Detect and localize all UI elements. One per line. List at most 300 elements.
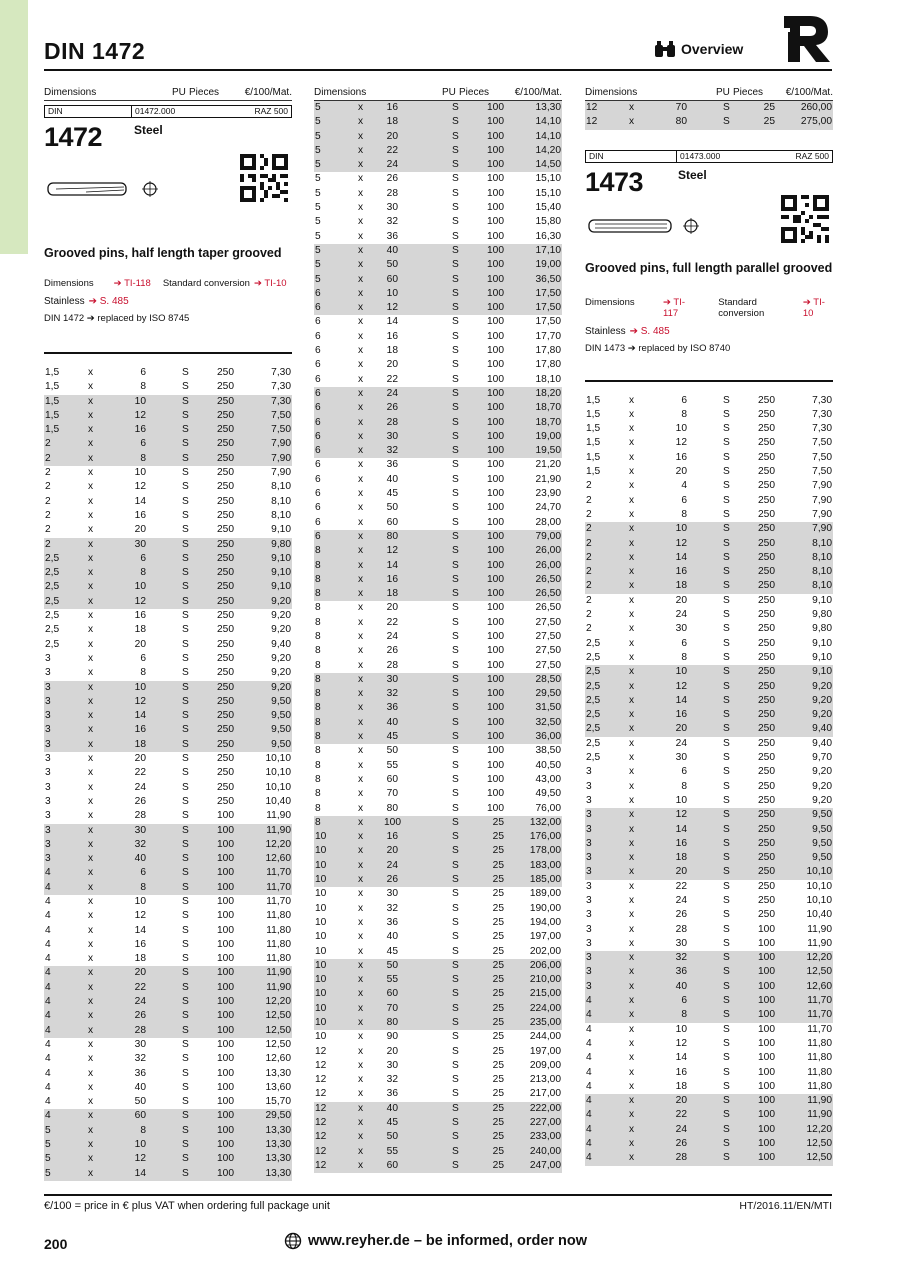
cell-price: 9,40 [812,737,832,749]
cell-times-sign: x [88,753,94,765]
cell-pieces: 250 [758,909,775,921]
header-dimensions: Dimensions [44,87,97,98]
cell-price: 9,10 [271,567,291,579]
cell-pieces: 25 [492,931,504,943]
cell-pu-code: S [452,831,459,843]
cell-pieces: 100 [758,1080,775,1092]
table-row [44,609,292,623]
table-row [314,201,562,215]
cell-times-sign: x [358,488,364,500]
cell-length: 14 [675,694,687,706]
table-row [585,880,833,894]
cell-pu-code: S [182,1110,189,1122]
cell-pieces: 25 [763,102,775,113]
table-row [314,458,562,472]
cell-pieces: 100 [487,502,504,514]
cell-dia: 10 [315,974,327,986]
cell-dia: 6 [315,530,321,542]
cell-pieces: 250 [217,567,234,579]
cell-price: 9,50 [812,809,832,821]
cell-dia: 3 [45,724,51,736]
cell-dia: 4 [586,1023,592,1035]
table-row [44,437,292,451]
dimensions-label: Dimensions [585,296,635,308]
table-row [585,465,833,479]
cell-pu-code: S [182,1153,189,1165]
cell-times-sign: x [358,659,364,671]
cell-pieces: 100 [487,459,504,471]
table-row [585,494,833,508]
cell-pieces: 100 [758,923,775,935]
cell-price: 197,00 [529,1045,561,1057]
cell-price: 12,60 [265,1053,291,1065]
cell-dia: 1,5 [45,367,60,378]
table-row [44,509,292,523]
cell-times-sign: x [88,467,94,479]
cell-length: 36 [675,966,687,978]
cell-dia: 12 [586,116,598,128]
price-table-1472 [44,366,292,1181]
cell-length: 40 [386,931,398,943]
cell-length: 12 [675,1037,687,1049]
cell-pieces: 100 [758,952,775,964]
stainless-link[interactable]: ➔ S. 485 [88,296,129,307]
cell-dia: 4 [45,924,51,936]
cell-length: 60 [386,516,398,528]
cell-times-sign: x [358,745,364,757]
cell-dia: 10 [315,859,327,871]
cell-price: 7,90 [812,523,832,535]
cell-pu-code: S [452,173,459,185]
cell-dia: 3 [45,838,51,850]
stainless-link[interactable]: ➔ S. 485 [629,325,670,337]
cell-length: 10 [134,895,146,907]
cell-times-sign: x [358,373,364,385]
table-row [44,666,292,680]
cell-pu-code: S [452,202,459,214]
cell-pieces: 250 [217,552,234,564]
cell-pieces: 25 [492,988,504,1000]
cell-length: 22 [134,981,146,993]
header-price: €/100/Mat. [785,87,833,98]
table-row [314,301,562,315]
cell-price: 9,20 [812,766,832,778]
table-row [314,844,562,858]
cell-pu-code: S [452,1059,459,1071]
cell-pieces: 25 [492,888,504,900]
cell-pu-code: S [182,509,189,521]
cell-price: 10,10 [265,767,291,779]
cell-times-sign: x [358,1088,364,1100]
cell-pu-code: S [452,1131,459,1143]
cell-length: 10 [134,467,146,479]
table-row [44,452,292,466]
cell-pieces: 100 [487,716,504,728]
cell-dia: 8 [315,773,321,785]
cell-dia: 4 [586,1066,592,1078]
cell-times-sign: x [358,173,364,185]
cell-dia: 12 [315,1131,327,1143]
cell-length: 18 [675,852,687,864]
cell-pu-code: S [723,752,730,764]
cell-times-sign: x [358,888,364,900]
cell-pu-code: S [723,937,730,949]
table-row [585,908,833,922]
cell-length: 24 [386,159,398,171]
table-row [585,408,833,422]
table-row [314,1002,562,1016]
cell-dia: 4 [586,1037,592,1049]
table-row [44,795,292,809]
cell-dia: 5 [315,130,321,142]
header-price: €/100/Mat. [514,87,562,98]
cell-price: 9,50 [812,823,832,835]
table-row [44,595,292,609]
price-footnote: €/100 = price in € plus VAT when ordering full package unit [44,1200,330,1212]
cell-length: 45 [386,488,398,500]
cell-times-sign: x [88,695,94,707]
table-row [585,1051,833,1065]
cell-pieces: 250 [217,524,234,536]
cell-dia: 5 [315,102,321,113]
cell-dia: 1,5 [586,423,601,435]
cell-pu-code: S [182,1010,189,1022]
cell-dia: 2 [45,524,51,536]
cell-dia: 3 [45,695,51,707]
cell-length: 14 [675,823,687,835]
cell-pu-code: S [723,609,730,621]
cell-pu-code: S [723,794,730,806]
cell-dia: 2,5 [586,651,601,663]
cell-pieces: 100 [217,981,234,993]
cell-length: 18 [386,116,398,128]
cell-price: 36,50 [535,273,561,285]
cell-pieces: 250 [217,581,234,593]
cell-dia: 10 [315,1017,327,1028]
cell-price: 9,10 [271,524,291,536]
cell-pu-code: S [452,630,459,642]
cell-price: 7,30 [271,381,291,393]
cell-pieces: 100 [487,602,504,614]
cell-pieces: 250 [217,610,234,622]
cell-price: 17,10 [535,244,561,256]
cell-times-sign: x [629,894,635,906]
cell-pu-code: S [182,695,189,707]
cell-dia: 3 [45,781,51,793]
cell-pu-code: S [182,1053,189,1065]
cell-pieces: 100 [487,102,504,113]
cell-pu-code: S [182,567,189,579]
cell-length: 12 [134,695,146,707]
table-row [585,1151,833,1165]
cell-dia: 6 [315,430,321,442]
column-header [585,85,833,101]
cell-pu-code: S [452,1102,459,1114]
table-row [585,665,833,679]
cell-dia: 4 [586,1109,592,1121]
cell-length: 20 [675,723,687,735]
table-row [314,773,562,787]
cell-length: 70 [386,1002,398,1014]
table-row [585,894,833,908]
cell-pu-code: S [452,1002,459,1014]
cell-length: 90 [386,1031,398,1043]
cell-times-sign: x [629,1123,635,1135]
cell-length: 8 [681,1009,687,1021]
cell-length: 60 [386,1159,398,1171]
cell-pieces: 250 [758,580,775,592]
cell-length: 4 [681,480,687,492]
overview-link[interactable] [654,40,743,58]
cell-times-sign: x [358,874,364,886]
cell-length: 28 [386,416,398,428]
standard-conversion-label: Standard conversion [162,278,250,289]
standard-conversion-link[interactable]: ➔ TI-10 [802,296,825,319]
cell-pieces: 250 [217,738,234,750]
table-row [314,673,562,687]
cell-dia: 12 [315,1117,327,1129]
dimensions-link[interactable]: ➔ TI-117 [662,296,686,319]
cell-length: 36 [134,1067,146,1079]
cell-price: 29,50 [265,1110,291,1122]
cell-pieces: 250 [758,523,775,535]
cell-pieces: 100 [758,1037,775,1049]
cell-price: 13,30 [265,1139,291,1151]
cell-times-sign: x [629,666,635,678]
cell-pieces: 100 [758,1152,775,1164]
cell-pieces: 100 [217,924,234,936]
cell-price: 206,00 [529,959,561,971]
cell-length: 20 [386,602,398,614]
cell-length: 16 [675,709,687,721]
cell-dia: 12 [315,1088,327,1100]
cell-pu-code: S [723,1023,730,1035]
cell-dia: 2,5 [586,709,601,721]
cell-price: 9,20 [271,667,291,679]
cell-pu-code: S [723,466,730,478]
cell-pu-code: S [182,724,189,736]
table-row [314,416,562,430]
cell-length: 28 [386,659,398,671]
cell-pu-code: S [723,537,730,549]
cell-dia: 3 [586,866,592,878]
cell-pu-code: S [723,1066,730,1078]
cell-length: 22 [134,767,146,779]
table-row [314,902,562,916]
cell-pieces: 250 [758,623,775,635]
cell-pu-code: S [723,623,730,635]
cell-times-sign: x [358,330,364,342]
table-row [314,1130,562,1144]
cell-price: 28,50 [535,673,561,685]
table-row [44,1095,292,1109]
cell-pieces: 100 [487,345,504,357]
website-link[interactable] [284,1232,587,1250]
cell-pieces: 100 [487,116,504,128]
cell-pieces: 100 [217,824,234,836]
cell-dia: 10 [315,931,327,943]
cell-dia: 6 [315,473,321,485]
cell-length: 14 [134,1167,146,1179]
cell-pieces: 250 [758,408,775,420]
cell-pu-code: S [452,1074,459,1086]
cell-pieces: 100 [487,645,504,657]
cell-pieces: 25 [492,845,504,857]
cell-pu-code: S [452,1017,459,1028]
dimensions-link[interactable]: ➔ TI-118 [113,278,151,289]
cell-price: 12,50 [806,1152,832,1164]
cell-price: 9,20 [812,680,832,692]
cell-pieces: 100 [217,1167,234,1179]
cell-length: 30 [675,752,687,764]
cell-pu-code: S [182,424,189,436]
cell-dia: 3 [45,667,51,679]
cell-pieces: 250 [217,438,234,450]
cell-price: 9,80 [812,623,832,635]
cell-times-sign: x [629,909,635,921]
cell-length: 12 [675,437,687,449]
table-row [314,1087,562,1101]
cell-pu-code: S [723,494,730,506]
cell-price: 244,00 [529,1031,561,1043]
cell-times-sign: x [88,953,94,965]
cell-pieces: 100 [487,788,504,800]
cell-price: 11,90 [266,981,291,993]
cell-length: 30 [134,538,146,550]
cell-times-sign: x [629,1023,635,1035]
cell-price: 178,00 [529,845,561,857]
table-row [314,930,562,944]
cell-dia: 2,5 [586,723,601,735]
cell-price: 31,50 [535,702,561,714]
cell-pu-code: S [452,430,459,442]
cell-pieces: 100 [217,1067,234,1079]
cell-times-sign: x [358,387,364,399]
cell-dia: 8 [315,816,321,828]
table-row [44,709,292,723]
cell-dia: 2,5 [45,595,60,607]
cell-times-sign: x [358,345,364,357]
standard-conversion-link[interactable]: ➔ TI-10 [253,278,287,289]
cell-times-sign: x [358,416,364,428]
table-row [44,966,292,980]
cell-length: 22 [675,880,687,892]
cell-dia: 6 [315,416,321,428]
cell-length: 20 [386,845,398,857]
table-row [314,1116,562,1130]
cell-pieces: 250 [217,509,234,521]
cell-pieces: 25 [492,1017,504,1028]
cell-pieces: 250 [758,709,775,721]
cell-times-sign: x [629,1066,635,1078]
cell-length: 100 [384,816,401,828]
cell-price: 9,70 [812,752,832,764]
cell-pieces: 250 [758,823,775,835]
cell-pieces: 250 [758,437,775,449]
table-row [44,681,292,695]
cell-price: 11,80 [266,910,291,922]
cell-times-sign: x [629,508,635,520]
cell-dia: 8 [315,545,321,557]
cell-length: 24 [675,894,687,906]
cell-dia: 2 [586,580,592,592]
cell-dia: 12 [315,1102,327,1114]
cell-times-sign: x [88,481,94,493]
cell-price: 12,20 [806,1123,832,1135]
table-row [585,451,833,465]
table-row [44,1009,292,1023]
table-row [585,622,833,636]
table-row [585,823,833,837]
cell-dia: 1,5 [45,381,60,393]
cell-pieces: 250 [758,537,775,549]
cell-price: 9,50 [271,695,291,707]
cell-pieces: 25 [492,1045,504,1057]
cell-times-sign: x [629,623,635,635]
cell-length: 20 [675,866,687,878]
cell-price: 9,80 [271,538,291,550]
cell-price: 12,50 [806,1138,832,1150]
cell-pieces: 250 [758,737,775,749]
cell-times-sign: x [629,1009,635,1021]
cell-times-sign: x [358,673,364,685]
cell-price: 11,80 [807,1080,832,1092]
cell-dia: 4 [45,1110,51,1122]
cell-price: 10,10 [806,894,832,906]
table-row [314,873,562,887]
cell-pieces: 250 [758,451,775,463]
cell-length: 20 [134,638,146,650]
cell-dia: 5 [45,1124,51,1136]
cell-length: 10 [675,523,687,535]
cell-pu-code: S [182,853,189,865]
cell-price: 23,90 [535,488,561,500]
table-row [44,366,292,380]
cell-times-sign: x [358,1059,364,1071]
cell-price: 19,50 [535,445,561,457]
table-row [585,1037,833,1051]
cell-pu-code: S [723,1080,730,1092]
table-row [585,980,833,994]
cell-length: 24 [386,387,398,399]
cell-dia: 8 [315,688,321,700]
column-header [314,85,562,101]
cell-times-sign: x [88,367,94,378]
cell-pieces: 250 [217,624,234,636]
cell-dia: 4 [586,1095,592,1107]
cell-price: 8,10 [812,566,832,578]
cell-pu-code: S [723,766,730,778]
cell-times-sign: x [358,502,364,514]
cell-times-sign: x [629,866,635,878]
cell-times-sign: x [629,580,635,592]
cell-times-sign: x [358,645,364,657]
cell-times-sign: x [358,259,364,271]
cell-pu-code: S [723,694,730,706]
cell-price: 15,10 [535,173,561,185]
table-row [585,551,833,565]
cell-length: 30 [675,937,687,949]
header-pieces: Pieces [733,87,764,98]
cell-price: 11,90 [807,1095,832,1107]
cell-length: 12 [134,1153,146,1165]
cell-dia: 3 [45,753,51,765]
table-row [44,1038,292,1052]
cell-dia: 4 [45,938,51,950]
cell-pu-code: S [182,824,189,836]
cell-pu-code: S [723,923,730,935]
cell-times-sign: x [629,1109,635,1121]
